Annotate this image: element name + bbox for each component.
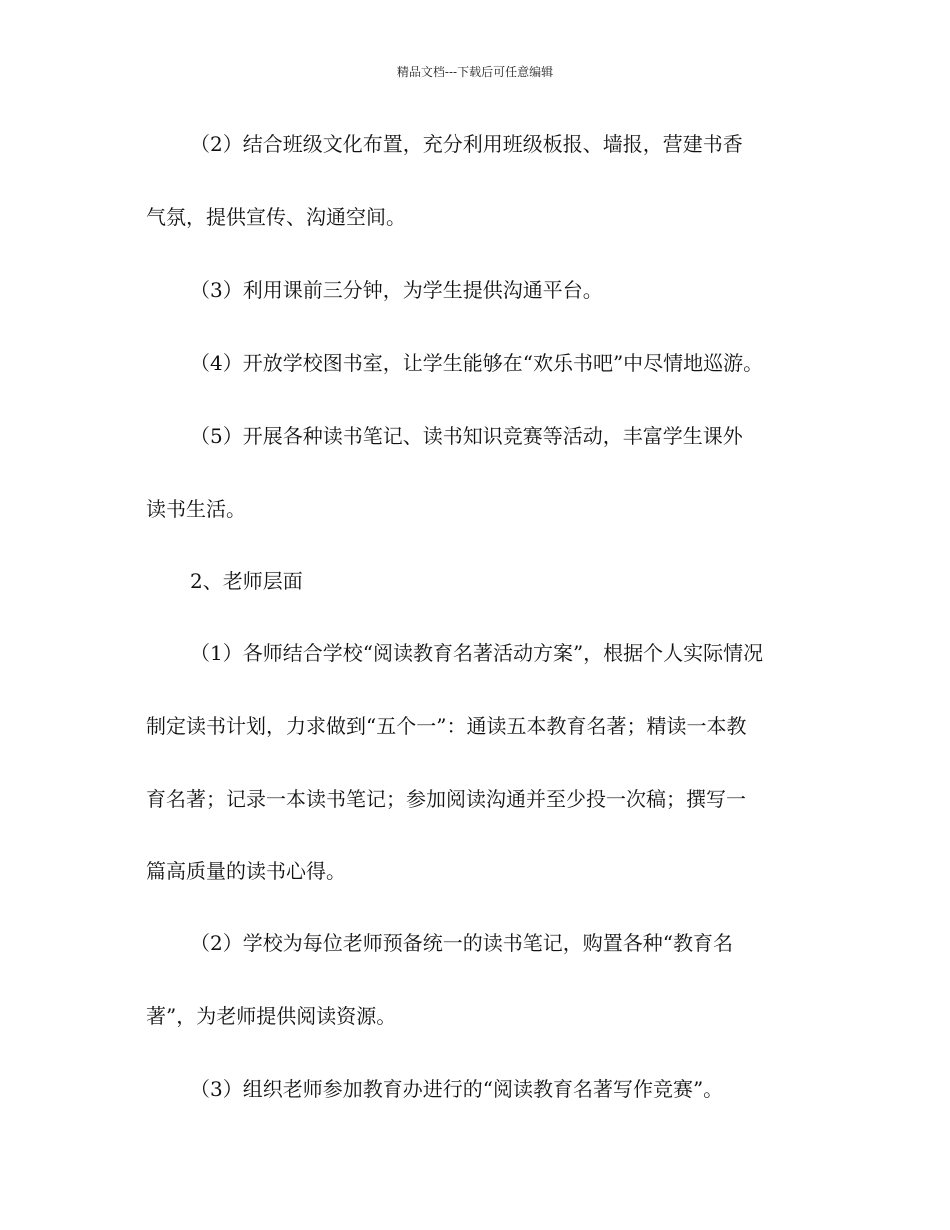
paragraph-line: 篇高质量的读书心得。 bbox=[146, 859, 346, 883]
paragraph-line: 读书生活。 bbox=[146, 497, 246, 521]
paragraph-line: （3）利用课前三分钟，为学生提供沟通平台。 bbox=[190, 278, 603, 302]
paragraph-line: （2）结合班级文化布置，充分利用班级板报、墙报，营建书香 bbox=[190, 132, 743, 156]
paragraph-line: 著”，为老师提供阅读资源。 bbox=[146, 1004, 397, 1028]
paragraph-line: （2）学校为每位老师预备统一的读书笔记，购置各种“教育名 bbox=[190, 931, 733, 955]
paragraph-line: （3）组织老师参加教育办进行的“阅读教育名著写作竞赛”。 bbox=[190, 1077, 724, 1101]
paragraph-line: 制定读书计划，力求做到“五个一”：通读五本教育名著；精读一本教 bbox=[146, 714, 747, 738]
paragraph-line: （5）开展各种读书笔记、读书知识竞赛等活动，丰富学生课外 bbox=[190, 424, 743, 448]
paragraph-line: 气氛，提供宣传、沟通空间。 bbox=[146, 205, 406, 229]
paragraph-line: 育名著；记录一本读书笔记；参加阅读沟通并至少投一次稿；撰写一 bbox=[146, 787, 746, 811]
page-header: 精品文档---下载后可任意编辑 bbox=[396, 65, 554, 79]
paragraph-line: （1）各师结合学校“阅读教育名著活动方案”，根据个人实际情况 bbox=[190, 641, 764, 665]
paragraph-line: （4）开放学校图书室，让学生能够在“欢乐书吧”中尽情地巡游。 bbox=[190, 351, 764, 375]
section-heading: 2、老师层面 bbox=[190, 569, 303, 593]
